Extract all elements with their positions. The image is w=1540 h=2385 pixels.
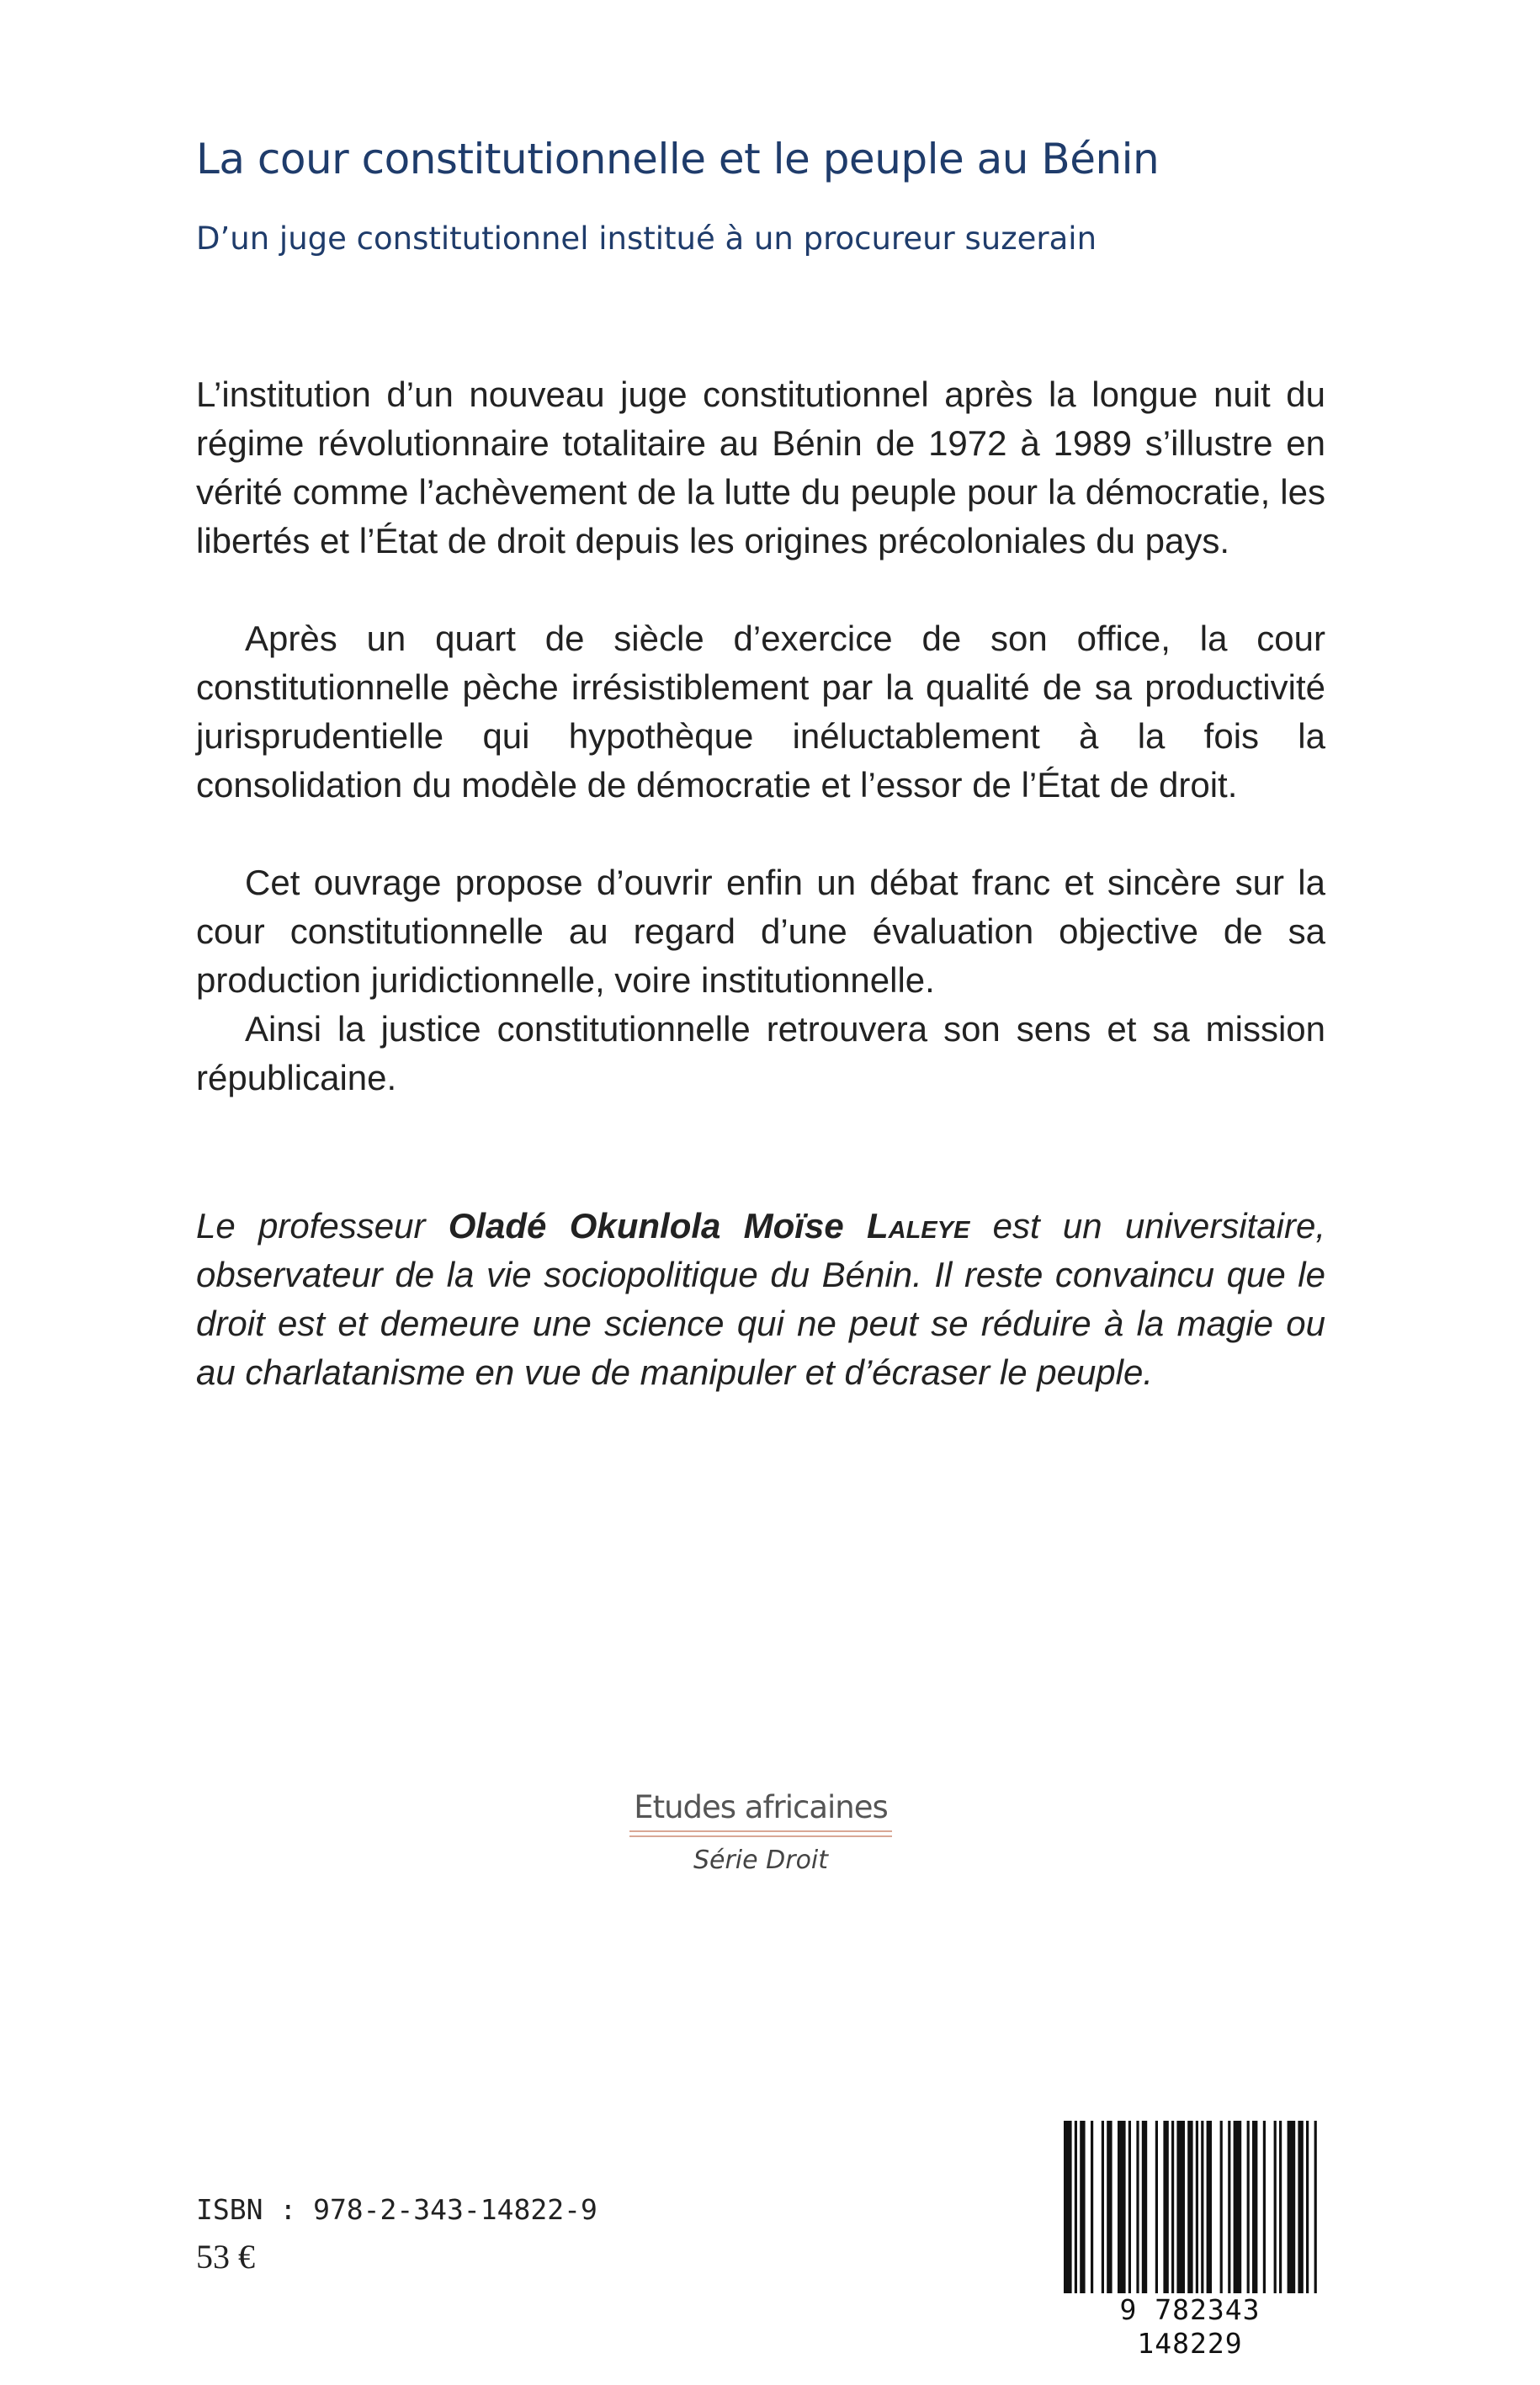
barcode-bar <box>1155 2121 1158 2302</box>
barcode-bar <box>1171 2121 1174 2302</box>
barcode-bar <box>1298 2121 1303 2302</box>
barcode-bar <box>1263 2121 1266 2302</box>
barcode-bar <box>1234 2121 1242 2302</box>
barcode-bar <box>1080 2121 1085 2302</box>
barcode-bar <box>1228 2121 1230 2302</box>
barcode-bar <box>1220 2121 1223 2302</box>
barcode-bar <box>1136 2121 1139 2302</box>
series-name: Etudes africaines <box>634 1789 888 1825</box>
barcode-icon <box>1059 2121 1321 2302</box>
series-logo <box>629 1788 892 1875</box>
author-bio-text: est un universitaire, observateur de la vie sociopolitique du Bénin. Il reste convaincu que le droit est et demeure une science qui ne peut se réduire à la magie ou au charlatanisme en vue de manipuler et d’écraser le peuple. <box>196 1206 1325 1392</box>
barcode-bar <box>1306 2121 1309 2302</box>
barcode-bar <box>1064 2121 1072 2302</box>
series-subseries: Série Droit <box>693 1846 829 1875</box>
summary-paragraph: Ainsi la justice constitutionnelle retrouvera son sens et sa mission républicaine. <box>196 1009 1325 1097</box>
barcode-bar <box>1091 2121 1093 2302</box>
author-surname: Laleye <box>866 1206 970 1246</box>
barcode-bar <box>1118 2121 1126 2302</box>
barcode <box>1059 2121 1321 2360</box>
barcode-bar <box>1252 2121 1257 2302</box>
author-name: Oladé Okunlola Moïse <box>448 1206 867 1246</box>
barcode-bar <box>1196 2121 1198 2302</box>
price-label: 53 € <box>196 2238 255 2276</box>
barcode-bar <box>1107 2121 1112 2302</box>
barcode-bar <box>1176 2121 1185 2302</box>
summary-paragraph: L’institution d’un nouveau juge constitutionnel après la longue nuit du régime révolutionnaire totalitaire au Bénin de 1972 à 1989 s’illustre en vérité comme l’achèvement de la lutte du peuple pour la démocratie, les libertés et l’État de droit depuis les origines précoloniales du pays. <box>196 374 1325 560</box>
author-bio <box>196 1202 1325 1397</box>
book-title: La cour constitutionnelle et le peuple au Bénin <box>196 135 1160 183</box>
barcode-bar <box>1142 2121 1147 2302</box>
barcode-bar <box>1075 2121 1077 2302</box>
barcode-bar <box>1207 2121 1212 2302</box>
series-divider <box>629 1830 892 1832</box>
barcode-digits: 9 782343 148229 <box>1059 2293 1321 2361</box>
book-subtitle: D’un juge constitutionnel institué à un procureur suzerain <box>196 220 1097 257</box>
author-bio-prefix: Le professeur <box>196 1206 449 1246</box>
barcode-bar <box>1201 2121 1203 2302</box>
barcode-bar <box>1163 2121 1168 2302</box>
barcode-bar <box>1128 2121 1131 2302</box>
summary-paragraph: Après un quart de siècle d’exercice de son office, la cour constitutionnelle pèche irrésistiblement par la qualité de sa productivité jurisprudentielle qui hypothèque inéluctablement à la fois la consolidation du modèle de démocratie et l’essor de l’État de droit. <box>196 619 1325 805</box>
summary-paragraph: Cet ouvrage propose d’ouvrir enfin un débat franc et sincère sur la cour constitutionnelle au regard d’une évaluation objective de sa production juridictionnelle, voire institutionnelle. <box>196 863 1325 1000</box>
barcode-bar <box>1279 2121 1282 2302</box>
barcode-bar <box>1187 2121 1192 2302</box>
isbn-label: ISBN : 978-2-343-14822-9 <box>196 2193 597 2226</box>
barcode-bar <box>1102 2121 1104 2302</box>
barcode-bar <box>1247 2121 1250 2302</box>
barcode-bar <box>1314 2121 1317 2302</box>
barcode-bar <box>1274 2121 1277 2302</box>
series-divider <box>629 1835 892 1837</box>
barcode-bar <box>1288 2121 1296 2302</box>
